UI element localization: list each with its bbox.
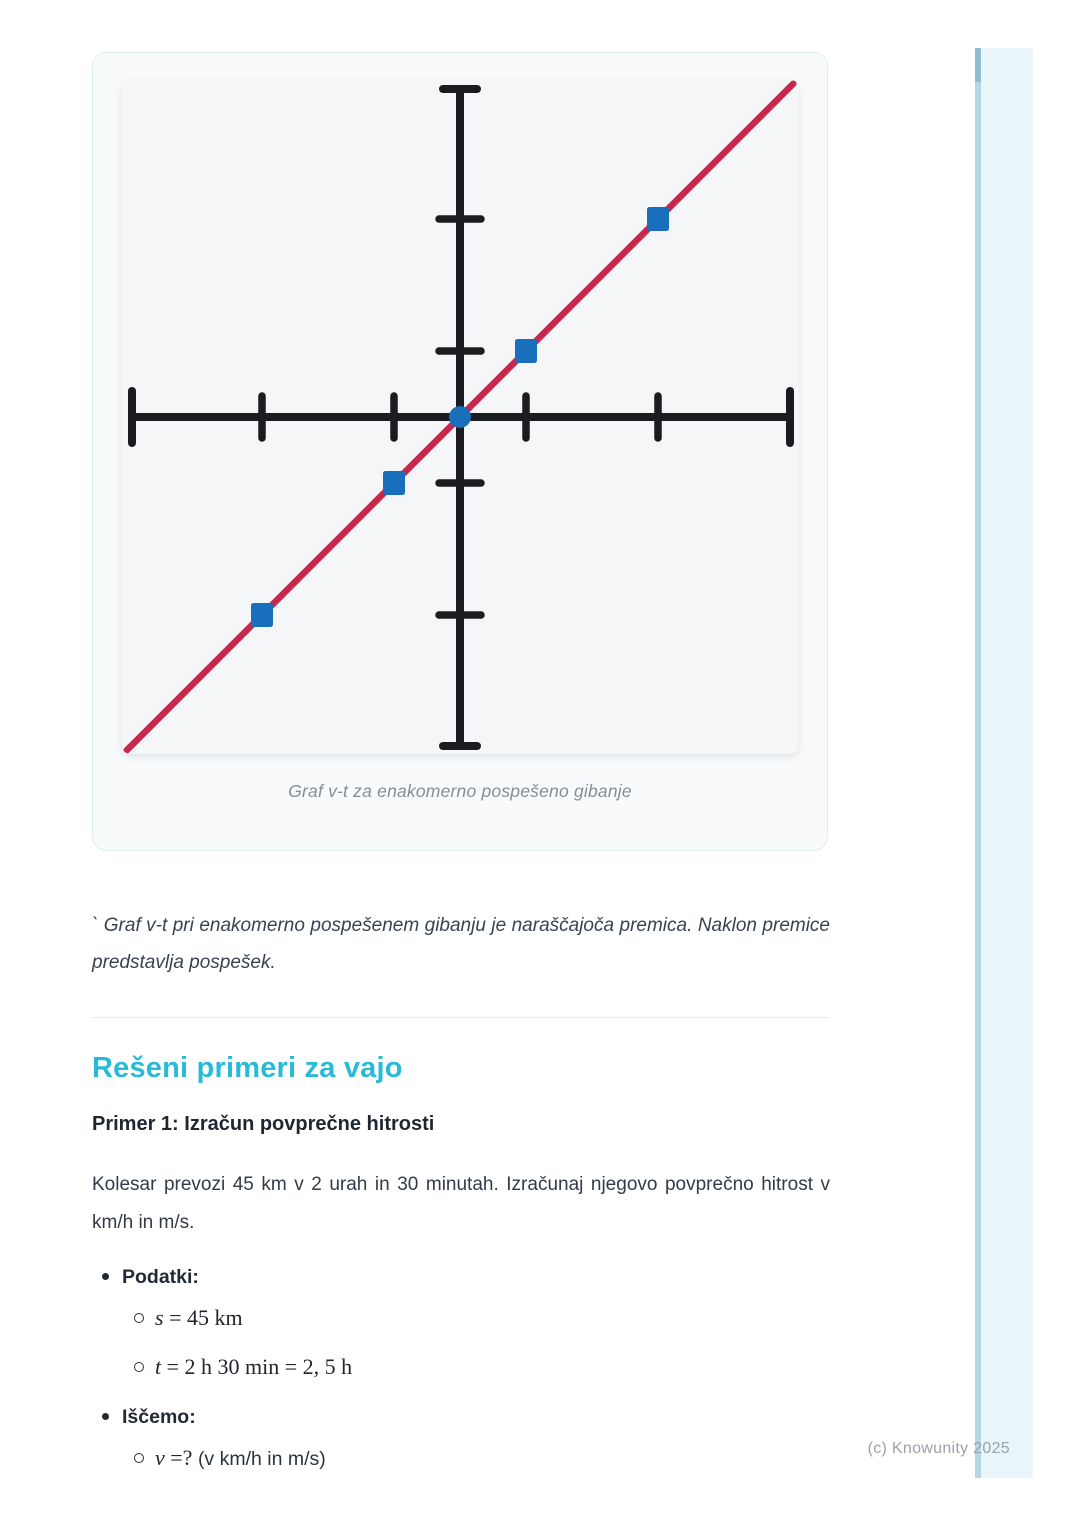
list-item-podatki: [92, 1266, 830, 1380]
math-expression: = 45 km: [163, 1305, 243, 1330]
footer-copyright: (c) Knowunity 2025: [867, 1440, 1010, 1457]
scrollbar-thumb[interactable]: [975, 48, 981, 82]
math-expression: =?: [164, 1445, 198, 1470]
math-variable: t: [155, 1354, 162, 1379]
list-item: [122, 1354, 830, 1380]
iscemo-sublist: [122, 1445, 830, 1471]
graph-panel: [121, 79, 799, 754]
data-list: [92, 1266, 830, 1471]
list-item: [122, 1305, 830, 1331]
math-variable: v: [155, 1445, 165, 1470]
note-text: ` Graf v-t pri enakomerno pospešenem gibanju je naraščajoča premica. Naklon premice predstavlja pospešek.: [92, 915, 830, 973]
vt-graph-svg: [121, 79, 799, 754]
section-title: Rešeni primeri za vajo: [92, 1052, 403, 1084]
problem-text: Kolesar prevozi 45 km v 2 urah in 30 minutah. Izračunaj njegovo povprečno hitrost v km/h in m/s.: [92, 1174, 830, 1233]
section-divider: [92, 1017, 830, 1018]
math-expression: = 2 h 30 min = 2, 5 h: [161, 1354, 353, 1379]
math-variable: s: [155, 1305, 164, 1330]
example-title: Primer 1: Izračun povprečne hitrosti: [92, 1113, 435, 1135]
list-item-iscemo: [92, 1406, 830, 1471]
side-panel: [981, 48, 1033, 1478]
iscemo-label: Iščemo:: [122, 1406, 196, 1428]
list-item: [122, 1445, 830, 1471]
figure-card: [92, 52, 828, 851]
scrollbar-track[interactable]: [975, 48, 981, 1478]
figure-caption: Graf v-t za enakomerno pospešeno gibanje: [288, 781, 632, 801]
plain-text: (v km/h in m/s): [197, 1448, 326, 1470]
content-column: [92, 0, 830, 1497]
podatki-label: Podatki:: [122, 1266, 199, 1288]
podatki-sublist: [122, 1305, 830, 1380]
